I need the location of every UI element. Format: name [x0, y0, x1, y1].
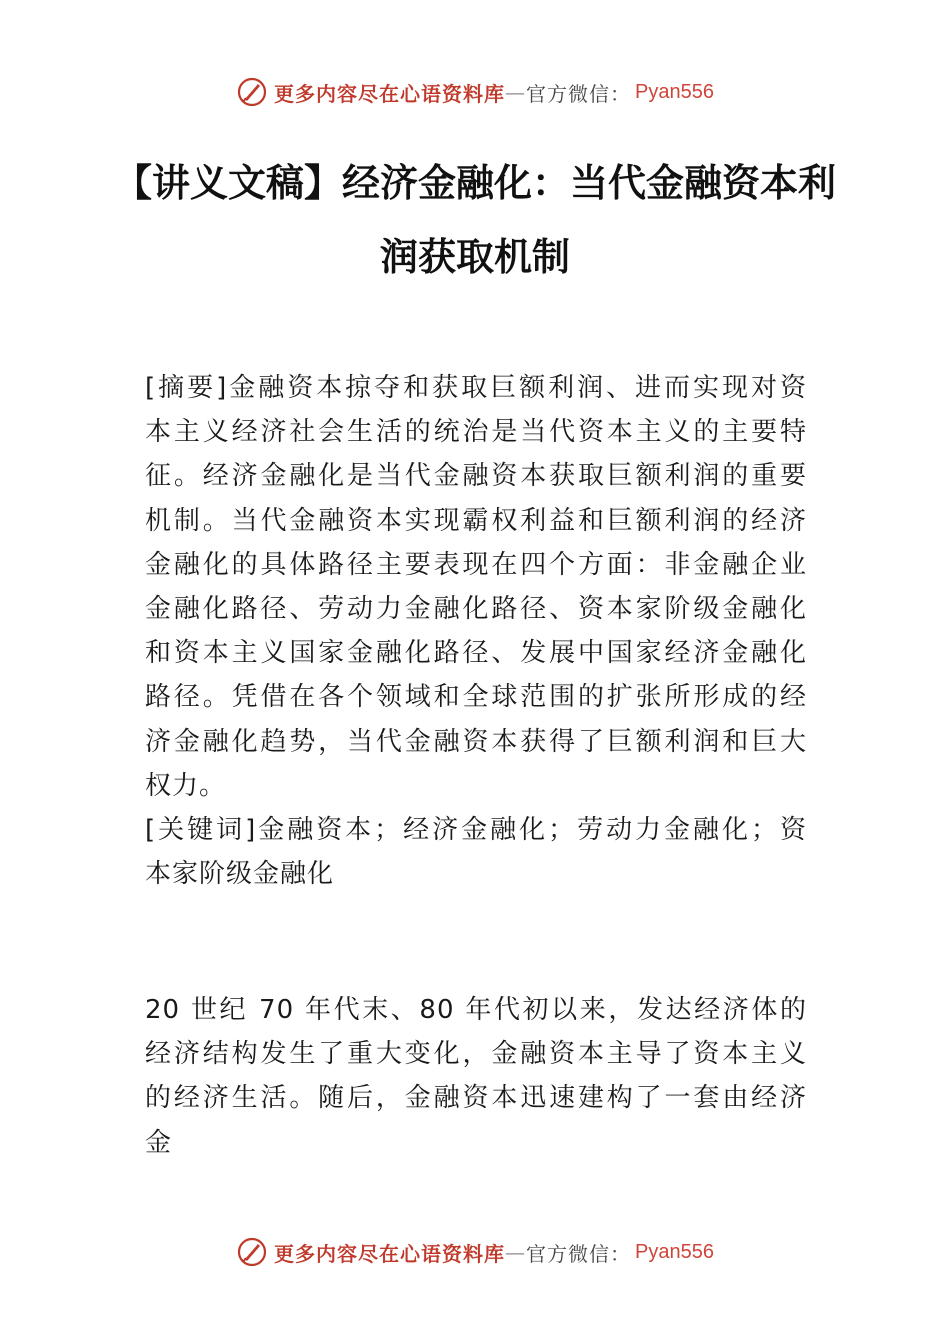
keywords-line: [关键词]金融资本；经济金融化；劳动力金融化；资 [145, 814, 807, 845]
abstract-block [145, 366, 807, 896]
banner-wechat-label: 官方微信： [526, 81, 632, 106]
paragraph-line: 经济结构发生了重大变化，金融资本主导了资本主义 [145, 1039, 807, 1070]
abstract-line: 本主义经济社会生活的统治是当代资本主义的主要特 [145, 417, 807, 448]
abstract-line: 和资本主义国家金融化路径、发展中国家经济金融化 [145, 638, 807, 669]
abstract-line: 路径。凭借在各个领域和全球范围的扩张所形成的经 [145, 682, 807, 713]
banner-wechat-label: 官方微信： [526, 1241, 632, 1266]
footer-banner [0, 1232, 950, 1272]
quill-logo-icon [236, 76, 268, 108]
banner-brand-text: 更多内容尽在心语资料库 [274, 81, 506, 106]
intro-paragraph [145, 988, 807, 1165]
abstract-line: 征。经济金融化是当代金融资本获取巨额利润的重要 [145, 461, 807, 492]
paragraph-line: 20 世纪 70 年代末、80 年代初以来，发达经济体的 [145, 995, 807, 1025]
banner-wechat-handle: Pyan556 [635, 80, 714, 103]
abstract-line: 金融化路径、劳动力金融化路径、资本家阶级金融化 [145, 593, 807, 624]
banner-wechat-handle: Pyan556 [635, 1240, 714, 1263]
banner-separator: — [505, 1240, 527, 1264]
abstract-line: [摘要]金融资本掠夺和获取巨额利润、进而实现对资 [145, 373, 807, 403]
paragraph-line: 金 [145, 1127, 173, 1158]
abstract-line: 机制。当代金融资本实现霸权利益和巨额利润的经济 [145, 505, 807, 536]
banner-separator: — [505, 80, 527, 104]
abstract-line: 济金融化趋势，当代金融资本获得了巨额利润和巨大 [145, 726, 807, 757]
header-banner [0, 72, 950, 112]
banner-brand-text: 更多内容尽在心语资料库 [274, 1241, 506, 1266]
keywords-line: 本家阶级金融化 [145, 859, 335, 890]
document-title-line-2: 润获取机制 [379, 235, 570, 279]
abstract-line: 金融化的具体路径主要表现在四个方面：非金融企业 [145, 549, 807, 580]
quill-logo-icon [236, 1236, 268, 1268]
document-title-line-1: 【讲义文稿】经济金融化：当代金融资本利 [113, 161, 836, 205]
paragraph-line: 的经济生活。随后，金融资本迅速建构了一套由经济 [145, 1083, 807, 1114]
abstract-line: 权力。 [145, 770, 227, 801]
